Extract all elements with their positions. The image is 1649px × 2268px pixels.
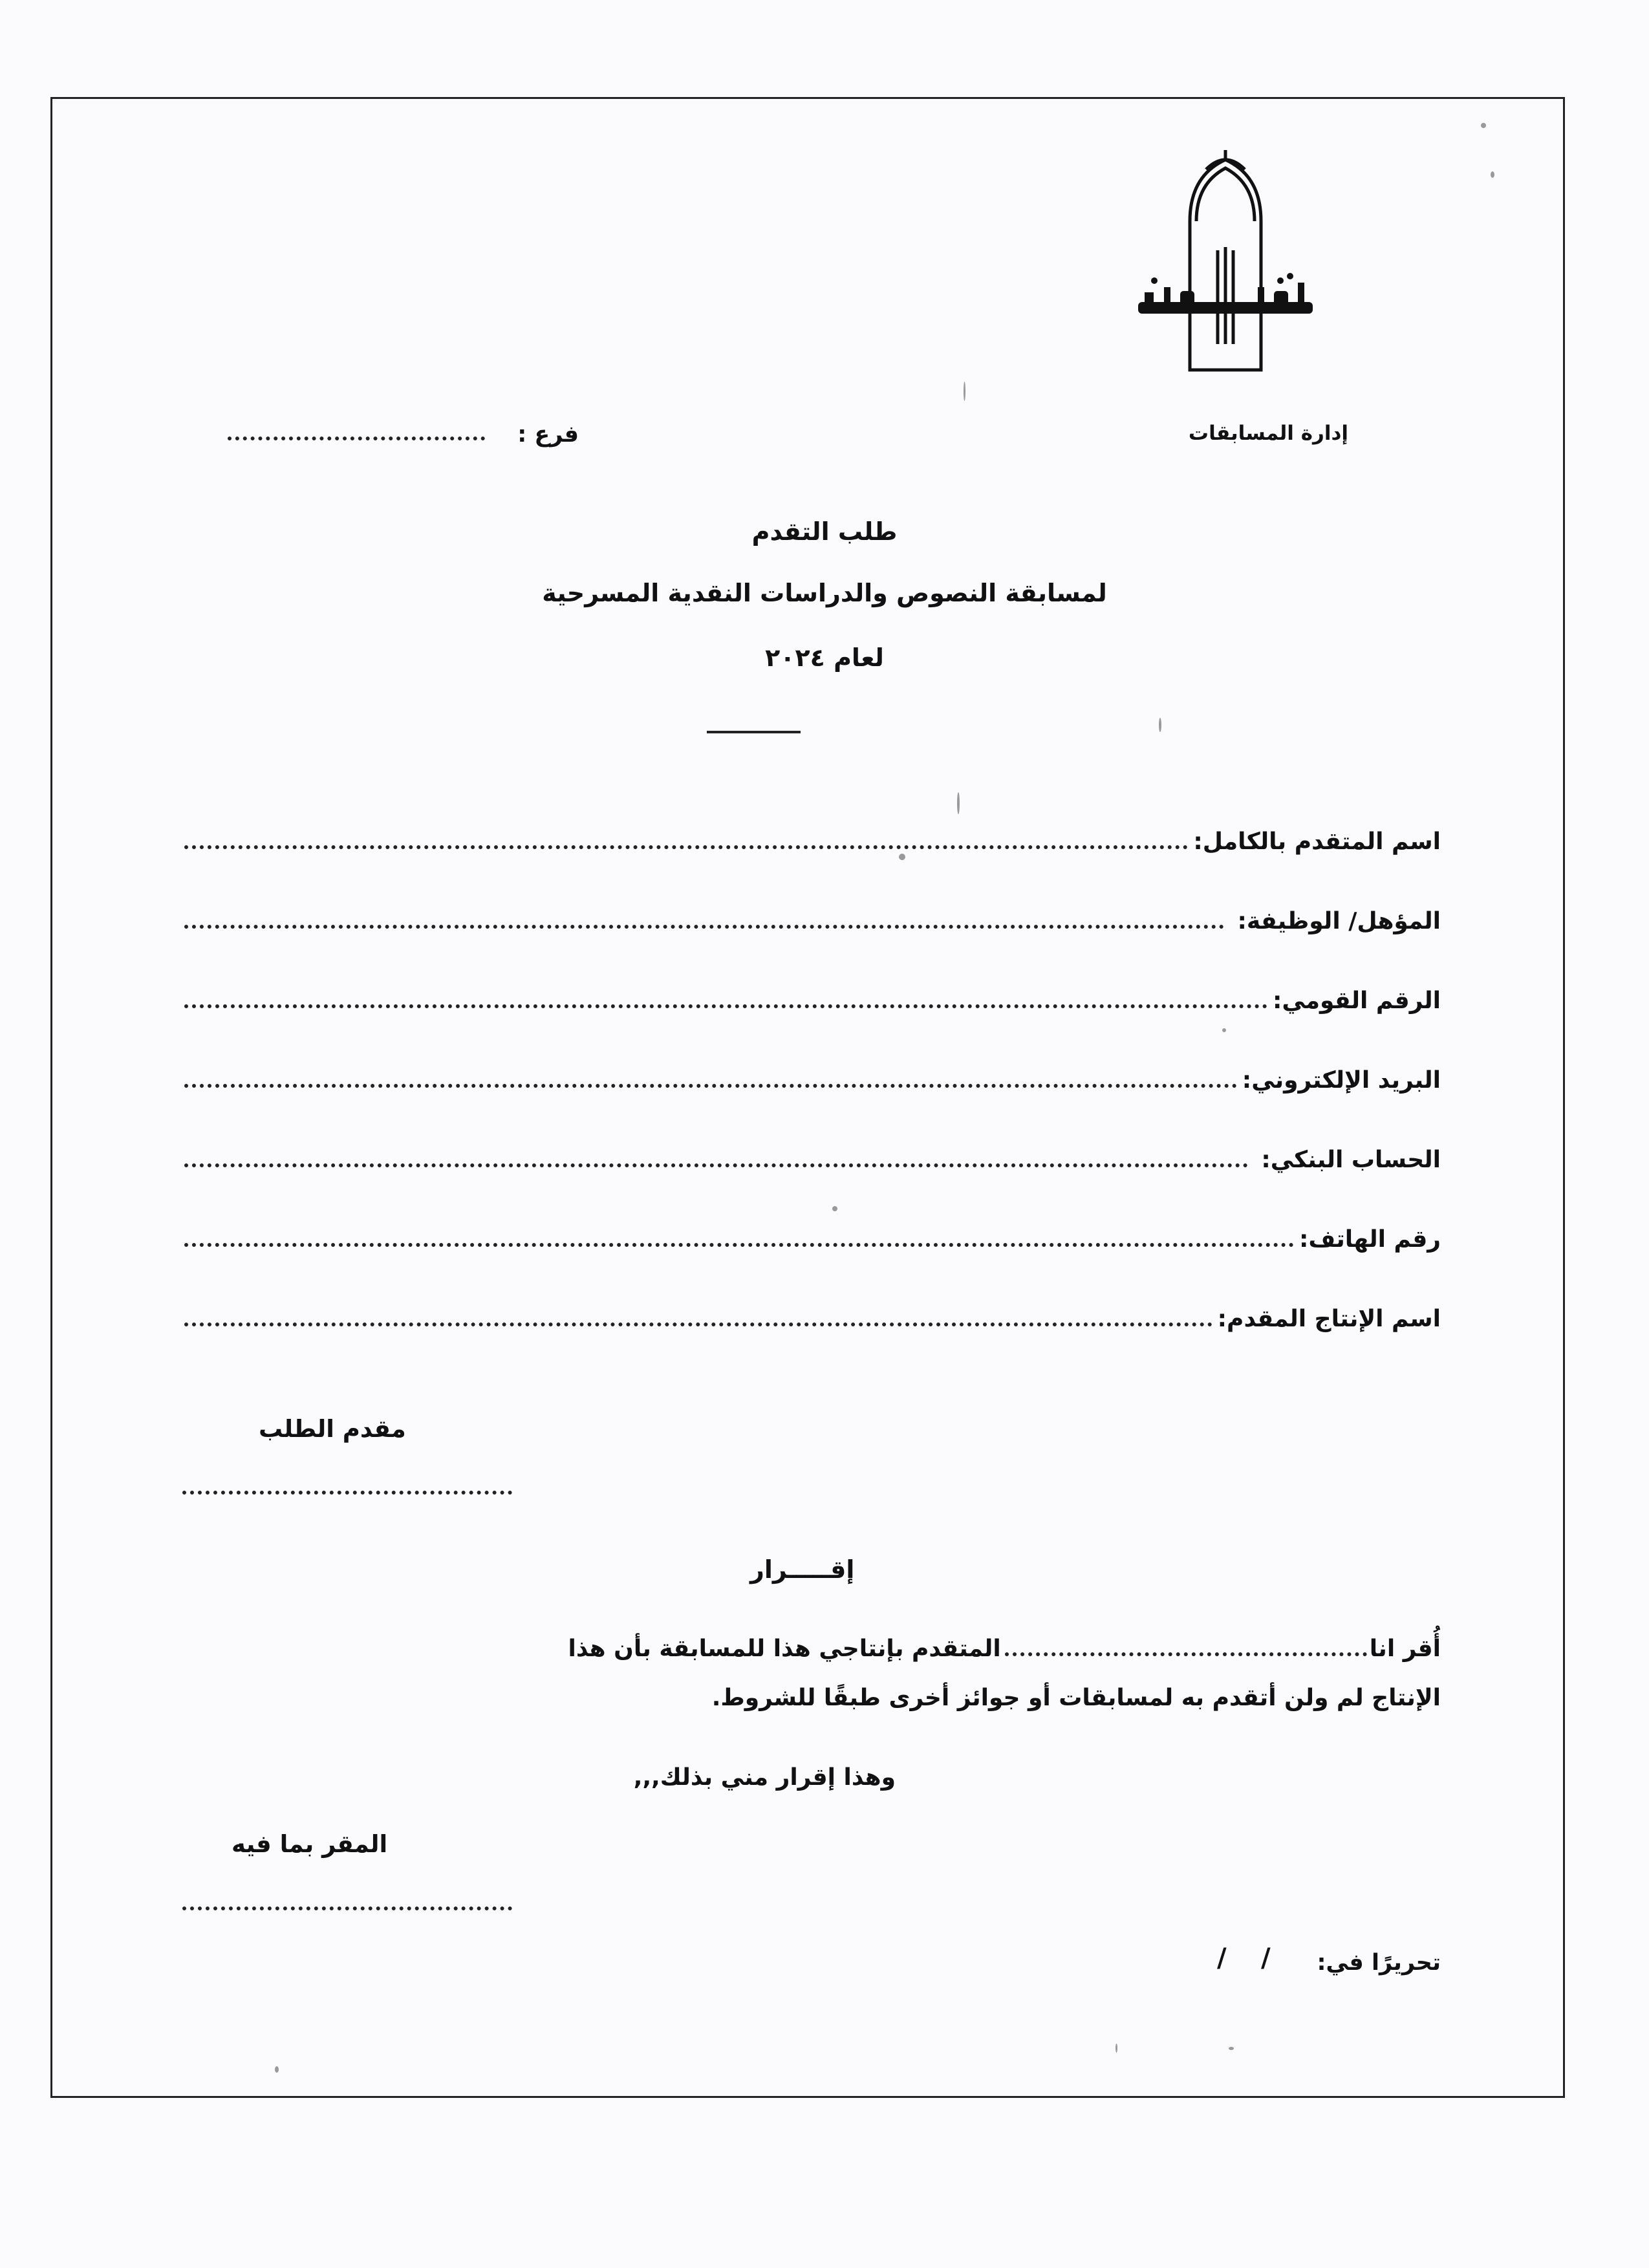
title-underline	[707, 731, 801, 733]
scan-speck	[275, 2066, 279, 2073]
field-label: اسم الإنتاج المقدم:	[1217, 1306, 1441, 1332]
scan-speck	[1229, 2047, 1234, 2050]
declaration-start: أُقر انا	[1369, 1636, 1441, 1662]
field-phone[interactable]	[184, 1214, 1441, 1253]
scan-speck	[1159, 718, 1161, 732]
date-separator: /	[1261, 1943, 1271, 1973]
declarant-name-blank[interactable]	[1005, 1652, 1367, 1656]
declaration-closing: وهذا إقرار مني بذلك,,,	[633, 1764, 896, 1791]
form-title: طلب التقدم	[751, 517, 898, 546]
field-blank[interactable]	[184, 1323, 1212, 1326]
form-year: لعام ٢٠٢٤	[765, 643, 884, 672]
scan-speck	[1481, 123, 1486, 128]
declaration-line-1	[188, 1623, 1441, 1662]
scan-speck	[964, 382, 965, 401]
acknowledger-label: المقر بما فيه	[232, 1830, 388, 1858]
field-email[interactable]	[184, 1055, 1441, 1094]
scan-speck	[899, 854, 905, 860]
applicant-label: مقدم الطلب	[259, 1415, 406, 1443]
scan-speck	[1116, 2044, 1117, 2053]
field-blank[interactable]	[184, 1084, 1237, 1088]
field-blank[interactable]	[184, 1163, 1248, 1167]
branch-blank[interactable]	[228, 437, 485, 440]
field-blank[interactable]	[184, 925, 1224, 929]
field-blank[interactable]	[184, 845, 1188, 849]
field-qualification[interactable]	[184, 896, 1441, 934]
form-subtitle: لمسابقة النصوص والدراسات النقدية المسرحية	[542, 579, 1107, 607]
field-national-id[interactable]	[184, 975, 1441, 1014]
department-name: إدارة المسابقات	[1188, 422, 1348, 445]
scan-speck	[1491, 171, 1494, 178]
field-blank[interactable]	[184, 1004, 1267, 1008]
field-label: البريد الإلكتروني:	[1242, 1067, 1441, 1094]
written-on-label: تحريرًا في:	[1317, 1950, 1441, 1976]
branch-label: فرع :	[517, 422, 579, 448]
field-bank-account[interactable]	[184, 1134, 1441, 1173]
field-label: الحساب البنكي:	[1261, 1147, 1441, 1173]
declaration-line-2: الإنتاج لم ولن أتقدم به لمسابقات أو جوائز أخرى طبقًا للشروط.	[711, 1685, 1441, 1711]
declaration-title: إقـــــرار	[750, 1555, 855, 1584]
field-label: الرقم القومي:	[1272, 988, 1441, 1014]
date-separator: /	[1217, 1943, 1227, 1973]
field-blank[interactable]	[184, 1243, 1294, 1247]
field-label: اسم المتقدم بالكامل:	[1193, 828, 1441, 855]
scan-speck	[957, 792, 960, 814]
applicant-signature-blank[interactable]	[182, 1491, 512, 1495]
page-border	[50, 97, 1565, 2098]
declaration-line-1-end: المتقدم بإنتاجي هذا للمسابقة بأن هذا	[568, 1636, 1001, 1662]
field-label: المؤهل/ الوظيفة:	[1237, 908, 1441, 934]
field-label: رقم الهاتف:	[1299, 1226, 1441, 1253]
scan-speck	[832, 1206, 837, 1211]
field-full-name[interactable]	[184, 816, 1441, 855]
field-production-name[interactable]	[184, 1293, 1441, 1332]
scan-speck	[1222, 1028, 1226, 1032]
council-logo	[1128, 137, 1322, 383]
acknowledger-signature-blank[interactable]	[182, 1906, 512, 1910]
